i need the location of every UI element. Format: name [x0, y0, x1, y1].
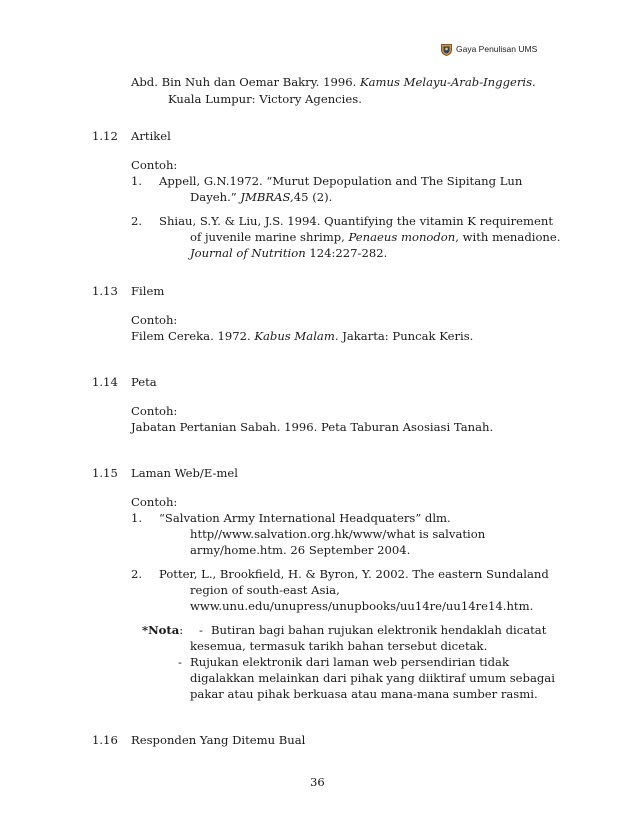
- note-text: pakar atau pihak berkuasa atau mana-mana sumber rasmi.: [190, 687, 538, 701]
- reference-text: of juvenile marine shrimp,: [190, 230, 349, 244]
- page-number: 36: [310, 775, 325, 789]
- section-number: 1.13: [92, 284, 118, 298]
- journal-title: Journal of Nutrition: [190, 246, 306, 260]
- journal-title: JMBRAS,: [240, 190, 294, 204]
- ums-crest-icon: [440, 41, 453, 54]
- reference-text: Abd. Bin Nuh dan Oemar Bakry. 1996.: [131, 75, 360, 89]
- reference-text: Dayeh.”: [190, 190, 241, 204]
- reference-entry: [190, 229, 560, 245]
- reference-text: Potter, L., Brookfield, H. & Byron, Y. 2002. The eastern Sundaland: [159, 567, 549, 581]
- reference-text: Filem Cereka. 1972.: [131, 329, 255, 343]
- note-text: Butiran bagi bahan rujukan elektronik hendaklah dicatat: [211, 623, 547, 637]
- list-number: 2.: [131, 214, 143, 228]
- reference-entry: [131, 328, 473, 344]
- note-bullet: -: [199, 623, 203, 637]
- reference-text: 124:227-282.: [305, 246, 388, 260]
- reference-entry: [131, 74, 536, 90]
- section-number: 1.14: [92, 375, 118, 389]
- reference-title: Kamus Melayu-Arab-Inggeris.: [359, 75, 536, 89]
- running-header: Gaya Penulisan UMS: [456, 44, 538, 54]
- section-title: Filem: [131, 284, 165, 298]
- reference-text: Shiau, S.Y. & Liu, J.S. 1994. Quantifying the vitamin K requirement: [159, 214, 553, 228]
- reference-text: Jakarta: Puncak Keris.: [338, 329, 474, 343]
- section-title: Laman Web/E-mel: [131, 466, 238, 480]
- example-label: Contoh:: [131, 404, 178, 418]
- section-title: Responden Yang Ditemu Bual: [131, 733, 306, 747]
- section-number: 1.15: [92, 466, 118, 480]
- reference-text: “Salvation Army International Headquaters” dlm.: [159, 511, 451, 525]
- example-label: Contoh:: [131, 313, 178, 327]
- film-title: Kabus Malam.: [254, 329, 339, 343]
- section-title: Artikel: [131, 129, 171, 143]
- reference-url: army/home.htm. 26 September 2004.: [190, 543, 411, 557]
- list-number: 2.: [131, 567, 143, 581]
- list-number: 1.: [131, 174, 143, 188]
- reference-url: http//www.salvation.org.hk/www/what is salvation: [190, 527, 486, 541]
- note-text: Rujukan elektronik dari laman web persendirian tidak: [190, 655, 509, 669]
- section-number: 1.16: [92, 733, 118, 747]
- section-number: 1.12: [92, 129, 118, 143]
- note-text: kesemua, termasuk tarikh bahan tersebut dicetak.: [190, 639, 488, 653]
- example-label: Contoh:: [131, 495, 178, 509]
- list-number: 1.: [131, 511, 143, 525]
- reference-entry: [190, 245, 387, 261]
- reference-text: Kuala Lumpur: Victory Agencies.: [168, 92, 362, 106]
- reference-url: www.unu.edu/unupress/unupbooks/uu14re/uu14re14.htm.: [190, 599, 534, 613]
- note-label: [142, 622, 183, 638]
- reference-entry: [190, 189, 332, 205]
- reference-text: , with menadione.: [455, 230, 561, 244]
- reference-text: 45 (2).: [293, 190, 333, 204]
- note-bullet: -: [178, 655, 182, 669]
- section-title: Peta: [131, 375, 157, 389]
- reference-text: region of south-east Asia,: [190, 583, 340, 597]
- species-name: Penaeus monodon: [348, 230, 456, 244]
- reference-text: Appell, G.N.1972. “Murut Depopulation and The Sipitang Lun: [159, 174, 523, 188]
- note-heading: *Nota: [142, 623, 180, 637]
- note-text: digalakkan melainkan dari pihak yang diiktiraf umum sebagai: [190, 671, 555, 685]
- example-label: Contoh:: [131, 158, 178, 172]
- note-colon: :: [179, 623, 184, 637]
- reference-text: Jabatan Pertanian Sabah. 1996. Peta Taburan Asosiasi Tanah.: [131, 420, 494, 434]
